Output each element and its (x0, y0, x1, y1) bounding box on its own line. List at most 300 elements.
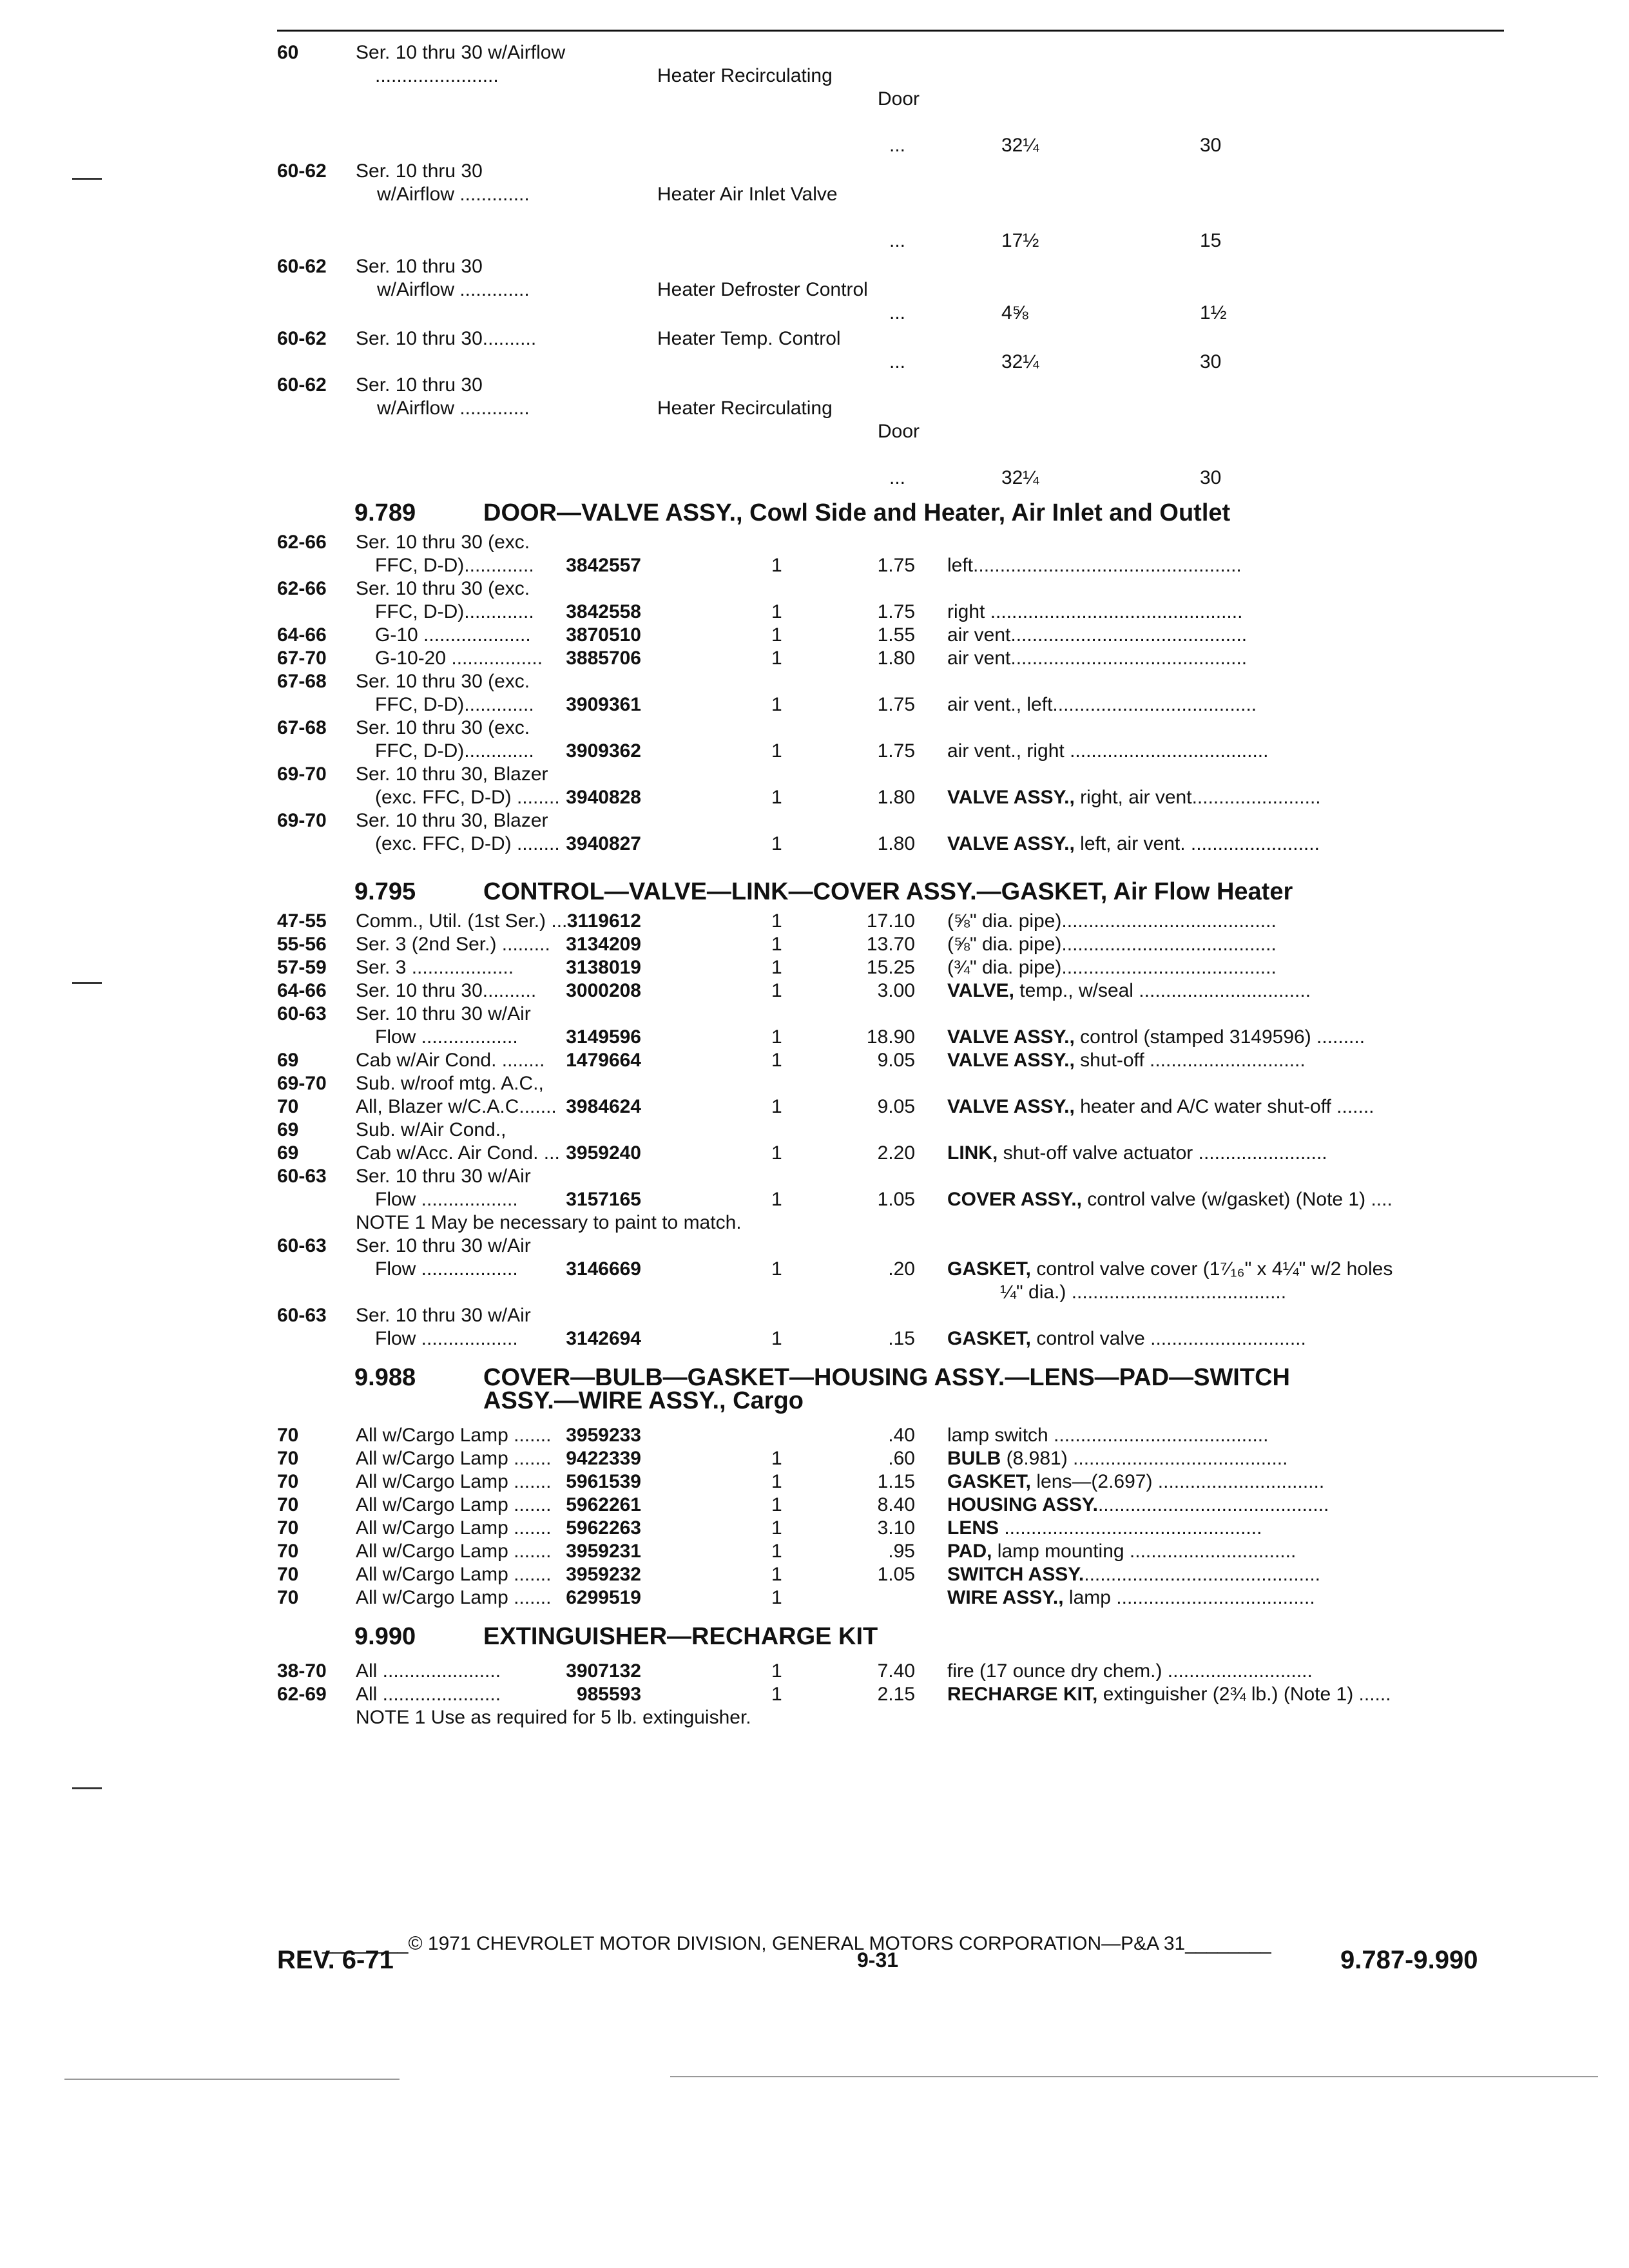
description: All w/Cargo Lamp ....... (356, 1471, 552, 1492)
copyright-line: ________© 1971 CHEVROLET MOTOR DIVISION, GENERAL MOTORS CORPORATION—P&A 31________ (322, 1933, 1271, 1954)
part-number-text: 3134209 (566, 934, 641, 955)
scan-line (670, 2076, 1598, 2077)
catalog-row (277, 1660, 1504, 1683)
years: 70 (277, 1425, 299, 1446)
quantity: 1 (771, 740, 782, 762)
item-name-rest: shut-off ............................. (1074, 1050, 1306, 1071)
row-line (277, 933, 1504, 956)
top-entry-4 (277, 327, 1504, 374)
years: 64-66 (277, 980, 327, 1001)
note-line (277, 1211, 1504, 1235)
catalog-row (277, 531, 1504, 577)
row-line (277, 1188, 1504, 1211)
item-name-rest: control (stamped 3149596) ......... (1074, 1026, 1365, 1048)
catalog-row (277, 1142, 1504, 1165)
item-name: air vent............................................ (947, 624, 1248, 646)
item-name-bold: VALVE ASSY., (947, 787, 1075, 808)
price-text: 17.10 (866, 910, 915, 932)
years: 70 (277, 1494, 299, 1515)
top-entry-5 (277, 374, 1504, 490)
description: All ...................... (356, 1660, 501, 1682)
item-name-bold: PAD, (947, 1541, 992, 1562)
catalog-row (277, 1683, 1504, 1706)
description: All, Blazer w/C.A.C....... (356, 1096, 557, 1117)
ellipsis: ... (889, 302, 906, 323)
item-name-rest: lens—(2.697) ............................... (1031, 1471, 1325, 1492)
quantity: 1 (771, 1328, 782, 1349)
price-text: .20 (888, 1258, 915, 1280)
years: 69-70 (277, 810, 327, 831)
description: Sub. w/Air Cond., (356, 1119, 506, 1140)
description: Ser. 10 thru 30 (exc. (356, 578, 530, 599)
part-number-text: 3959233 (566, 1425, 641, 1446)
item-name (947, 832, 1320, 856)
revision-label: REV. 6-71 (277, 1946, 394, 1974)
catalog-row (277, 1706, 1504, 1729)
price-text: 3.00 (877, 980, 915, 1001)
row-line (277, 956, 1504, 979)
description: All w/Cargo Lamp ....... (356, 1425, 552, 1446)
years: 70 (277, 1541, 299, 1562)
price-text: .95 (888, 1541, 915, 1562)
years: 60 (277, 42, 299, 63)
quantity: 1 (771, 1471, 782, 1492)
item-name-rest: left, air vent. ........................ (1074, 833, 1320, 854)
description: All w/Cargo Lamp ....... (356, 1448, 552, 1469)
description: All w/Cargo Lamp ....... (356, 1564, 552, 1585)
ellipsis: ... (889, 467, 906, 488)
item-name: Heater Defroster Control (657, 279, 868, 300)
note-text: NOTE 1 Use as required for 5 lb. extinguisher. (356, 1707, 751, 1728)
row-line (277, 1304, 1504, 1327)
catalog-row (277, 1586, 1504, 1610)
price-text: 1.55 (877, 624, 915, 646)
item-name-bold: VALVE ASSY., (947, 1096, 1075, 1117)
catalog-row (277, 1072, 1504, 1095)
catalog-row (277, 1095, 1504, 1119)
row-line (277, 1447, 1504, 1470)
item-name: Heater Recirculating (657, 65, 833, 86)
description: G-10-20 ................. (375, 648, 543, 669)
item-name-rest: heater and A/C water shut-off ....... (1074, 1096, 1374, 1117)
part-number-text: 3940827 (566, 833, 641, 854)
catalog-row (277, 1003, 1504, 1049)
section-9990-list (277, 1660, 1504, 1729)
price-text: 3.10 (877, 1517, 915, 1539)
part-number-text: 3909361 (566, 694, 641, 715)
years: 62-66 (277, 532, 327, 553)
description: All w/Cargo Lamp ....... (356, 1517, 552, 1539)
section-heading-9795 (354, 879, 483, 905)
description: Ser. 10 thru 30.......... (356, 980, 537, 1001)
row-line (277, 832, 1504, 856)
catalog-row (277, 1424, 1504, 1447)
quantity: 1 (771, 1258, 782, 1280)
item-name: (⅝" dia. pipe)........................................ (947, 910, 1277, 932)
item-name-bold: GASKET, (947, 1471, 1032, 1492)
quantity: 1 (771, 833, 782, 854)
years: 70 (277, 1471, 299, 1492)
catalog-row (277, 1494, 1504, 1517)
years: 57-59 (277, 957, 327, 978)
item-name (947, 786, 1321, 809)
row-line (277, 1470, 1504, 1494)
description-cont: Flow .................. (375, 1258, 518, 1280)
row-line (277, 1586, 1504, 1610)
row-line (277, 1660, 1504, 1683)
description: All w/Cargo Lamp ....... (356, 1494, 552, 1515)
years: 69 (277, 1050, 299, 1071)
value-2: 15 (1200, 230, 1222, 251)
description: Ser. 10 thru 30 (exc. (356, 671, 530, 692)
item-name-rest: lamp ..................................... (1063, 1587, 1315, 1608)
top-entry-1 (277, 41, 1504, 157)
top-entry-3 (277, 255, 1504, 325)
item-name-bold: LENS (947, 1517, 999, 1539)
item-name (947, 1517, 1262, 1540)
row-line (277, 531, 1504, 554)
quantity: 1 (771, 1684, 782, 1705)
catalog-row (277, 1517, 1504, 1540)
description: Ser. 10 thru 30 (exc. (356, 532, 530, 553)
item-name (947, 1683, 1391, 1706)
item-name-rest: (8.981) ........................................ (1001, 1448, 1288, 1469)
item-name-bold: VALVE ASSY., (947, 833, 1075, 854)
item-name (947, 1470, 1324, 1494)
description: Ser. 10 thru 30 (exc. (356, 717, 530, 738)
price-text: 18.90 (866, 1026, 915, 1048)
item-name (947, 1327, 1306, 1350)
row-line (277, 1424, 1504, 1447)
leader-dots: ....................... (375, 65, 499, 86)
years: 70 (277, 1564, 299, 1585)
section-heading-9789 (354, 500, 483, 526)
description-cont: Flow .................. (375, 1328, 518, 1349)
years: 60-62 (277, 328, 327, 349)
section-title: CONTROL—VALVE—LINK—COVER ASSY.—GASKET, Air Flow Heater (483, 878, 1293, 905)
part-number-text: 1479664 (566, 1050, 641, 1071)
part-number-text: 3000208 (566, 980, 641, 1001)
item-name (947, 1563, 1320, 1586)
years: 60-62 (277, 256, 327, 277)
value-1: 17½ (1001, 230, 1039, 251)
row-line (277, 1049, 1504, 1072)
section-number: 9.988 (354, 1364, 416, 1391)
description: Comm., Util. (1st Ser.) ... (356, 910, 568, 932)
years: 62-66 (277, 578, 327, 599)
row-line (277, 809, 1504, 832)
catalog-row (277, 670, 1504, 716)
margin-mark (72, 1787, 102, 1789)
description-cont: FFC, D-D)............. (375, 601, 534, 622)
section-range: 9.787-9.990 (1340, 1946, 1478, 1974)
item-name-rest: lamp mounting ............................... (992, 1541, 1296, 1562)
years: 64-66 (277, 624, 327, 646)
item-name (947, 1540, 1296, 1563)
years: 62-69 (277, 1684, 327, 1705)
top-rule (277, 30, 1504, 32)
row-line (277, 1563, 1504, 1586)
item-name-bold: VALVE ASSY., (947, 1050, 1075, 1071)
part-number-text: 3959231 (566, 1541, 641, 1562)
description-cont: w/Airflow ............. (377, 398, 530, 419)
years: 70 (277, 1096, 299, 1117)
row-line (277, 1003, 1504, 1026)
price-text: .40 (888, 1425, 915, 1446)
years: 60-63 (277, 1235, 327, 1256)
item-name-rest: ........................................... (1097, 1494, 1329, 1515)
section-title: COVER—BULB—GASKET—HOUSING ASSY.—LENS—PAD—SWITCH (483, 1364, 1290, 1391)
price-text: 1.05 (877, 1564, 915, 1585)
quantity: 1 (771, 1189, 782, 1210)
note-line (277, 1706, 1504, 1729)
part-number-text: 3157165 (566, 1189, 641, 1210)
catalog-row (277, 647, 1504, 670)
description-cont: w/Airflow ............. (377, 279, 530, 300)
description-cont: FFC, D-D)............. (375, 694, 534, 715)
part-number-text: 3842558 (566, 601, 641, 622)
quantity: 1 (771, 1142, 782, 1164)
part-number-text: 5961539 (566, 1471, 641, 1492)
quantity: 1 (771, 1660, 782, 1682)
price-text: 9.05 (877, 1096, 915, 1117)
part-number-text: 3885706 (566, 648, 641, 669)
years: 69 (277, 1142, 299, 1164)
years: 60-62 (277, 160, 327, 182)
years: 38-70 (277, 1660, 327, 1682)
part-number-text: 3940828 (566, 787, 641, 808)
item-name (947, 1447, 1287, 1470)
quantity: 1 (771, 694, 782, 715)
ellipsis: ... (889, 135, 906, 156)
row-line (277, 910, 1504, 933)
quantity: 1 (771, 1564, 782, 1585)
years: 70 (277, 1587, 299, 1608)
row-line (277, 716, 1504, 740)
row-line (277, 1235, 1504, 1258)
row-line (277, 647, 1504, 670)
item-name-bold: WIRE ASSY., (947, 1587, 1064, 1608)
item-name (947, 1049, 1306, 1072)
part-number-text: 5962263 (566, 1517, 641, 1539)
section-number: 9.990 (354, 1623, 416, 1650)
catalog-row (277, 1540, 1504, 1563)
years: 67-70 (277, 648, 327, 669)
part-number-text: 3984624 (566, 1096, 641, 1117)
quantity: 1 (771, 1448, 782, 1469)
row-line (277, 1165, 1504, 1188)
price-text: 1.05 (877, 1189, 915, 1210)
item-name-bold: SWITCH ASSY. (947, 1564, 1084, 1585)
value-1: 4⅝ (1001, 302, 1028, 323)
description: Ser. 10 thru 30 w/Air (356, 1235, 531, 1256)
catalog-row (277, 1304, 1504, 1350)
quantity: 1 (771, 787, 782, 808)
item-name-rest: control valve ............................. (1031, 1328, 1306, 1349)
price-text: 1.75 (877, 555, 915, 576)
price-text: .60 (888, 1448, 915, 1469)
item-name-rest: right, air vent........................ (1074, 787, 1321, 808)
quantity: 1 (771, 980, 782, 1001)
item-name: fire (17 ounce dry chem.) ........................... (947, 1660, 1313, 1682)
price-text: 1.75 (877, 601, 915, 622)
row-line (277, 1095, 1504, 1119)
section-title: DOOR—VALVE ASSY., Cowl Side and Heater, Air Inlet and Outlet (483, 499, 1231, 526)
price-text: 1.75 (877, 740, 915, 762)
price-text: 1.80 (877, 833, 915, 854)
row-line (277, 577, 1504, 601)
row-line (277, 1072, 1504, 1095)
part-number-text: 3138019 (566, 957, 641, 978)
row-line (277, 1494, 1504, 1517)
item-name-cont: Door (878, 421, 920, 442)
item-name-bold: LINK, (947, 1142, 998, 1164)
description-cont: FFC, D-D)............. (375, 555, 534, 576)
row-line (277, 763, 1504, 786)
part-number-text: 3146669 (566, 1258, 641, 1280)
catalog-row (277, 1563, 1504, 1586)
quantity: 1 (771, 1096, 782, 1117)
price-text: 2.20 (877, 1142, 915, 1164)
quantity: 1 (771, 957, 782, 978)
item-name-rest: shut-off valve actuator ........................ (998, 1142, 1327, 1164)
row-line (277, 693, 1504, 716)
item-name: Heater Temp. Control (657, 328, 841, 349)
item-name (947, 1188, 1393, 1211)
quantity: 1 (771, 624, 782, 646)
price-text: 1.80 (877, 787, 915, 808)
description: Cab w/Air Cond. ........ (356, 1050, 545, 1071)
item-name: (¾" dia. pipe)........................................ (947, 957, 1277, 978)
description: Ser. 10 thru 30 (356, 160, 483, 182)
years: 67-68 (277, 671, 327, 692)
description: G-10 .................... (375, 624, 531, 646)
years: 69 (277, 1119, 299, 1140)
value-2: 30 (1200, 351, 1222, 372)
description: Ser. 10 thru 30 w/Air (356, 1003, 531, 1024)
item-name-rest: ............................................ (1084, 1564, 1320, 1585)
item-name: Heater Recirculating (657, 398, 833, 419)
catalog-row (277, 809, 1504, 856)
item-name-bold: RECHARGE KIT, (947, 1684, 1098, 1705)
price-text: 1.15 (877, 1471, 915, 1492)
page-number: 9-31 (857, 1948, 899, 1972)
row-line (277, 1142, 1504, 1165)
quantity: 1 (771, 648, 782, 669)
years: 69-70 (277, 764, 327, 785)
section-heading-9988 (354, 1365, 483, 1390)
item-name (947, 1494, 1329, 1517)
row-line (277, 1119, 1504, 1142)
item-name: air vent............................................ (947, 648, 1248, 669)
margin-mark (72, 982, 102, 984)
row-line (277, 1281, 1504, 1304)
description-cont: Flow .................. (375, 1026, 518, 1048)
description: Ser. 10 thru 30 (356, 374, 483, 396)
quantity: 1 (771, 1541, 782, 1562)
catalog-row (277, 1447, 1504, 1470)
section-title: EXTINGUISHER—RECHARGE KIT (483, 1623, 878, 1650)
item-name: air vent., right ..................................... (947, 740, 1269, 762)
price-text: 1.80 (877, 648, 915, 669)
row-line (277, 1258, 1504, 1281)
part-number-text: 3842557 (566, 555, 641, 576)
description: All ...................... (356, 1684, 501, 1705)
description: Sub. w/roof mtg. A.C., (356, 1073, 544, 1094)
years: 70 (277, 1517, 299, 1539)
catalog-row (277, 763, 1504, 809)
description: Ser. 3 (2nd Ser.) ......... (356, 934, 550, 955)
description: Ser. 10 thru 30 (356, 256, 483, 277)
years: 60-62 (277, 374, 327, 396)
catalog-row (277, 933, 1504, 956)
item-name-rest: control valve (w/gasket) (Note 1) .... (1081, 1189, 1393, 1210)
item-name-cont: Door (878, 88, 920, 110)
item-name (947, 1095, 1374, 1119)
section-number: 9.795 (354, 878, 416, 905)
years: 60-63 (277, 1166, 327, 1187)
part-number-text: 3907132 (566, 1660, 641, 1682)
section-9795-list (277, 910, 1504, 1350)
row-line (277, 1683, 1504, 1706)
catalog-row (277, 716, 1504, 763)
part-number-text: 3142694 (566, 1328, 641, 1349)
price-text: 9.05 (877, 1050, 915, 1071)
years: 47-55 (277, 910, 327, 932)
section-9789-list (277, 531, 1504, 856)
item-name (947, 1586, 1315, 1610)
row-line (277, 624, 1504, 647)
section-heading-9990 (354, 1624, 483, 1649)
catalog-row (277, 910, 1504, 933)
section-9988-list (277, 1424, 1504, 1610)
catalog-row (277, 956, 1504, 979)
ellipsis: ... (889, 351, 906, 372)
description-cont: Flow .................. (375, 1189, 518, 1210)
catalog-row (277, 1165, 1504, 1211)
price-text: .15 (888, 1328, 915, 1349)
item-name-bold: VALVE ASSY., (947, 1026, 1075, 1048)
item-name: lamp switch ........................................ (947, 1425, 1269, 1446)
years: 55-56 (277, 934, 327, 955)
price-text: 15.25 (866, 957, 915, 978)
description: Ser. 3 ................... (356, 957, 514, 978)
item-name-cont: ¼" dia.) ........................................ (1000, 1282, 1287, 1303)
quantity: 1 (771, 555, 782, 576)
ellipsis: ... (889, 230, 906, 251)
value-2: 30 (1200, 135, 1222, 156)
value-1: 32¼ (1001, 467, 1039, 488)
section-number: 9.789 (354, 499, 416, 526)
description-cont: FFC, D-D)............. (375, 740, 534, 762)
description: Cab w/Acc. Air Cond. ... (356, 1142, 560, 1164)
value-1: 32¼ (1001, 135, 1039, 156)
item-name (947, 1258, 1393, 1281)
value-1: 32¼ (1001, 351, 1039, 372)
catalog-row (277, 979, 1504, 1003)
section-title-cont: ASSY.—WIRE ASSY., Cargo (483, 1387, 804, 1414)
price-text: 2.15 (877, 1684, 915, 1705)
top-entry-2 (277, 160, 1504, 253)
price-text: 13.70 (866, 934, 915, 955)
price-text: 1.75 (877, 694, 915, 715)
part-number-text: 3870510 (566, 624, 641, 646)
quantity: 1 (771, 1494, 782, 1515)
item-name: (⅝" dia. pipe)........................................ (947, 934, 1277, 955)
part-number-text: 3119612 (566, 910, 641, 932)
description: Ser. 10 thru 30, Blazer (356, 764, 548, 785)
catalog-row (277, 577, 1504, 624)
